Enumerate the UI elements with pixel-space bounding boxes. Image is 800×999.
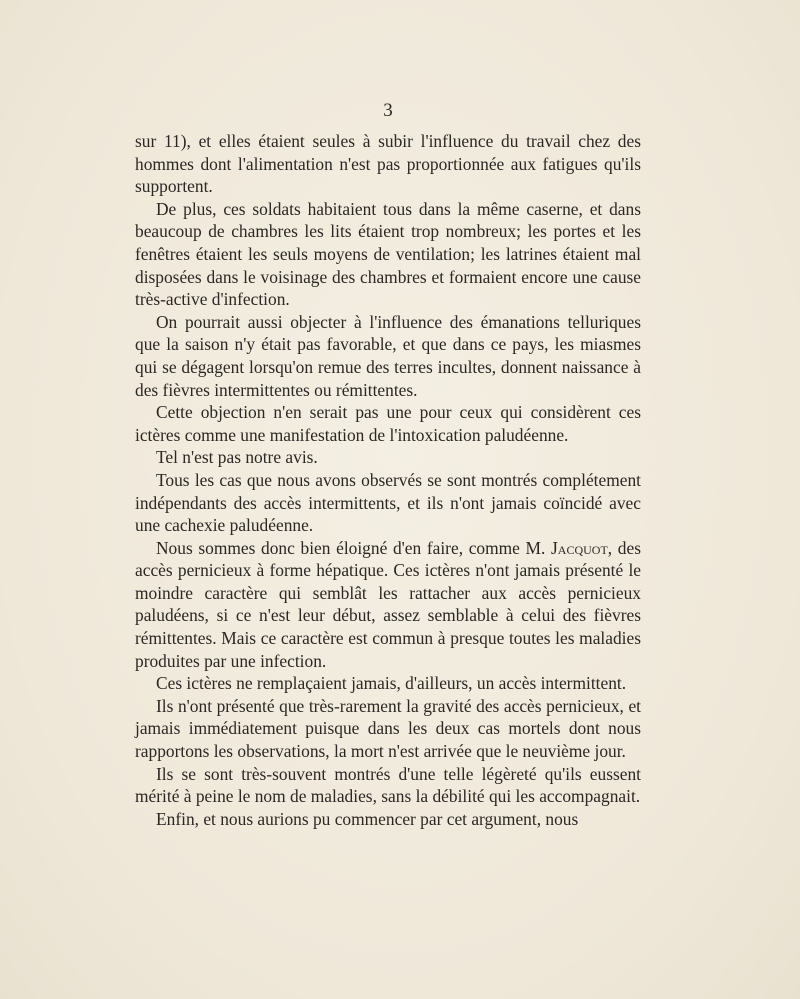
paragraph-1: sur 11), et elles étaient seules à subir l'influence du travail chez des hommes dont l'alimentation n'est pas proportionnée aux fatigues qu'ils supportent. xyxy=(135,131,641,197)
paragraph-4: Cette objection n'en serait pas une pour ceux qui considèrent ces ictères comme une manifestation de l'intoxication paludéenne. xyxy=(135,402,641,445)
paragraph-6: Tous les cas que nous avons observés se sont montrés complétement indépendants des accès intermittents, et ils n'ont jamais coïncidé avec une cachexie paludéenne. xyxy=(135,469,641,536)
paragraph-7-before: Nous sommes donc bien éloigné d'en faire, comme M. xyxy=(156,537,552,558)
paragraph-5: Tel n'est pas notre avis. xyxy=(156,447,318,468)
paragraph-7 xyxy=(135,537,641,673)
page-number: 3 xyxy=(383,100,393,121)
paragraph-7-after: , des accès pernicieux à forme hépatique. Ces ictères n'ont jamais présenté le moindre caractère qui semblât les rattacher aux accès pernicieux paludéens, si ce n'est leur début, assez semblable à celui des fièvres rémittentes. Mais ce caractère est commun à presque toutes les maladies produites par une infection. xyxy=(135,537,641,671)
paragraph-2: De plus, ces soldats habitaient tous dans la même caserne, et dans beaucoup de chambres les lits étaient trop nombreux; les portes et les fenêtres étaient les seuls moyens de ventilation; les latrines étaient mal disposées dans le voisinage des chambres et formaient encore une cause très-active d'infection. xyxy=(135,198,641,310)
author-name: Jacquot xyxy=(551,537,608,558)
paragraph-10: Ils se sont très-souvent montrés d'une telle légèreté qu'ils eussent mérité à peine le nom de maladies, sans la débilité qui les accompagnait. xyxy=(135,763,641,807)
paragraph-11: Enfin, et nous aurions pu commencer par cet argument, nous xyxy=(156,808,579,829)
paragraph-3: On pourrait aussi objecter à l'influence des émanations telluriques que la saison n'y était pas favorable, et que dans ce pays, les miasmes qui se dégagent lorsqu'on remue des terres incultes, donnent naissance à des fièvres intermittentes ou rémittentes. xyxy=(135,311,641,400)
paragraph-8: Ces ictères ne remplaçaient jamais, d'ailleurs, un accès intermittent. xyxy=(156,673,627,694)
paragraph-9: Ils n'ont présenté que très-rarement la gravité des accès pernicieux, et jamais immédiatement puisque dans les deux cas mortels dont nous rapportons les observations, la mort n'est arrivée que le neuvième jour. xyxy=(135,695,641,762)
body-text xyxy=(135,130,641,830)
